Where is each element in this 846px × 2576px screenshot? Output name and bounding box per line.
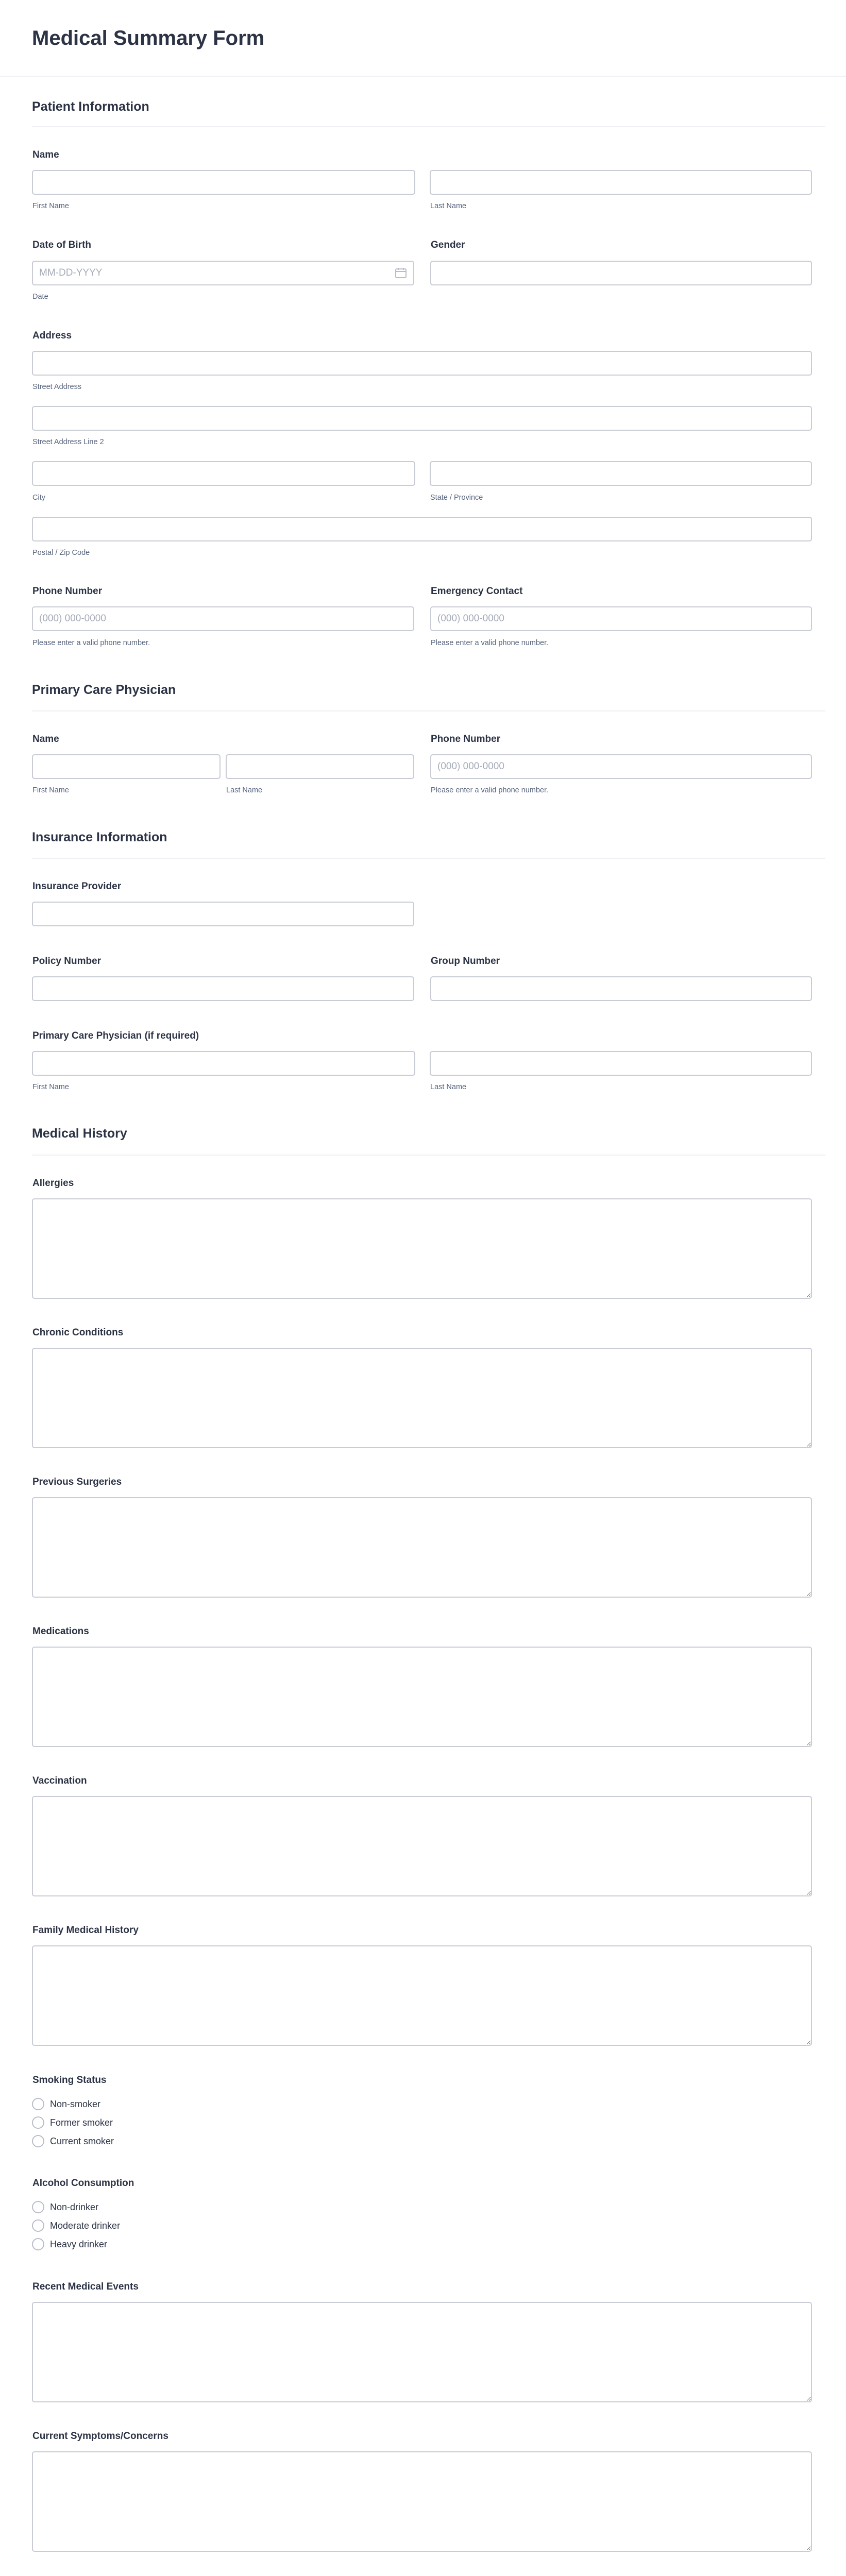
street-address-line2-input[interactable]	[32, 406, 812, 431]
state-input[interactable]	[430, 461, 812, 486]
section-divider	[32, 858, 825, 859]
current-symptoms-textarea[interactable]	[32, 2451, 812, 2552]
pcp-first-name-input[interactable]	[32, 1051, 415, 1076]
pcp-last-name-input[interactable]	[430, 1051, 812, 1076]
first-name-sublabel: First Name	[32, 202, 69, 210]
vaccination-textarea[interactable]	[32, 1796, 812, 1896]
physician-last-name-input[interactable]	[226, 754, 414, 779]
smoking-radio-former-smoker[interactable]	[32, 2116, 44, 2129]
medications-label: Medications	[32, 1626, 89, 1637]
dob-sublabel: Date	[32, 293, 48, 301]
smoking-status-label: Smoking Status	[32, 2075, 107, 2086]
city-sublabel: City	[32, 494, 45, 502]
recent-events-label: Recent Medical Events	[32, 2281, 139, 2292]
physician-phone-input[interactable]	[430, 754, 812, 779]
alcohol-radio-non-drinker[interactable]	[32, 2201, 44, 2213]
section-patient-information: Patient Information	[32, 99, 149, 114]
family-history-label: Family Medical History	[32, 1925, 139, 1936]
physician-last-name-sublabel: Last Name	[226, 786, 263, 794]
physician-phone-label: Phone Number	[431, 734, 501, 744]
last-name-input[interactable]	[430, 170, 812, 195]
policy-number-input[interactable]	[32, 976, 414, 1001]
alcohol-option-label: Heavy drinker	[50, 2239, 108, 2249]
smoking-option-label: Former smoker	[50, 2117, 113, 2128]
page-title: Medical Summary Form	[32, 27, 265, 49]
family-history-textarea[interactable]	[32, 1945, 812, 2046]
allergies-label: Allergies	[32, 1178, 74, 1189]
alcohol-option-label: Moderate drinker	[50, 2221, 121, 2231]
smoking-option-label: Non-smoker	[50, 2099, 101, 2109]
state-sublabel: State / Province	[430, 494, 483, 502]
allergies-textarea[interactable]	[32, 1198, 812, 1299]
street-address-sublabel: Street Address	[32, 383, 82, 391]
gender-label: Gender	[431, 240, 465, 250]
postal-code-input[interactable]	[32, 517, 812, 541]
street-address-input[interactable]	[32, 351, 812, 376]
current-symptoms-label: Current Symptoms/Concerns	[32, 2431, 168, 2442]
section-insurance-information: Insurance Information	[32, 830, 167, 844]
postal-code-sublabel: Postal / Zip Code	[32, 549, 90, 557]
policy-number-label: Policy Number	[32, 956, 101, 967]
medications-textarea[interactable]	[32, 1647, 812, 1747]
alcohol-option-label: Non-drinker	[50, 2202, 99, 2212]
insurance-provider-label: Insurance Provider	[32, 881, 122, 892]
name-label: Name	[32, 149, 59, 160]
phone-input[interactable]	[32, 606, 414, 631]
physician-phone-sublabel: Please enter a valid phone number.	[431, 786, 549, 794]
pcp-last-name-sublabel: Last Name	[430, 1083, 467, 1091]
smoking-option-label: Current smoker	[50, 2136, 114, 2146]
address-label: Address	[32, 330, 72, 341]
smoking-radio-current-smoker[interactable]	[32, 2135, 44, 2147]
phone-sublabel: Please enter a valid phone number.	[32, 639, 150, 647]
group-number-label: Group Number	[431, 956, 500, 967]
street-address-line2-sublabel: Street Address Line 2	[32, 438, 104, 446]
alcohol-radio-moderate-drinker[interactable]	[32, 2219, 44, 2232]
dob-input[interactable]	[32, 261, 414, 285]
emergency-contact-label: Emergency Contact	[431, 586, 523, 597]
emergency-contact-input[interactable]	[430, 606, 812, 631]
recent-events-textarea[interactable]	[32, 2302, 812, 2402]
insurance-provider-input[interactable]	[32, 902, 414, 926]
physician-first-name-sublabel: First Name	[32, 786, 69, 794]
first-name-input[interactable]	[32, 170, 415, 195]
alcohol-consumption-label: Alcohol Consumption	[32, 2178, 134, 2189]
dob-label: Date of Birth	[32, 240, 91, 250]
section-medical-history: Medical History	[32, 1126, 127, 1141]
previous-surgeries-label: Previous Surgeries	[32, 1477, 122, 1487]
group-number-input[interactable]	[430, 976, 812, 1001]
chronic-conditions-textarea[interactable]	[32, 1348, 812, 1448]
pcp-required-label: Primary Care Physician (if required)	[32, 1030, 199, 1041]
header-divider	[0, 76, 846, 77]
emergency-contact-sublabel: Please enter a valid phone number.	[431, 639, 549, 647]
alcohol-radio-heavy-drinker[interactable]	[32, 2238, 44, 2250]
smoking-radio-non-smoker[interactable]	[32, 2098, 44, 2110]
calendar-icon[interactable]	[395, 267, 407, 279]
gender-input[interactable]	[430, 261, 812, 285]
section-divider	[32, 1155, 825, 1156]
pcp-first-name-sublabel: First Name	[32, 1083, 69, 1091]
physician-first-name-input[interactable]	[32, 754, 221, 779]
city-input[interactable]	[32, 461, 415, 486]
vaccination-label: Vaccination	[32, 1775, 87, 1786]
previous-surgeries-textarea[interactable]	[32, 1497, 812, 1598]
phone-label: Phone Number	[32, 586, 103, 597]
last-name-sublabel: Last Name	[430, 202, 467, 210]
section-primary-care-physician: Primary Care Physician	[32, 683, 176, 697]
chronic-conditions-label: Chronic Conditions	[32, 1327, 124, 1338]
section-divider	[32, 126, 825, 127]
physician-name-label: Name	[32, 734, 59, 744]
section-divider	[32, 710, 825, 711]
